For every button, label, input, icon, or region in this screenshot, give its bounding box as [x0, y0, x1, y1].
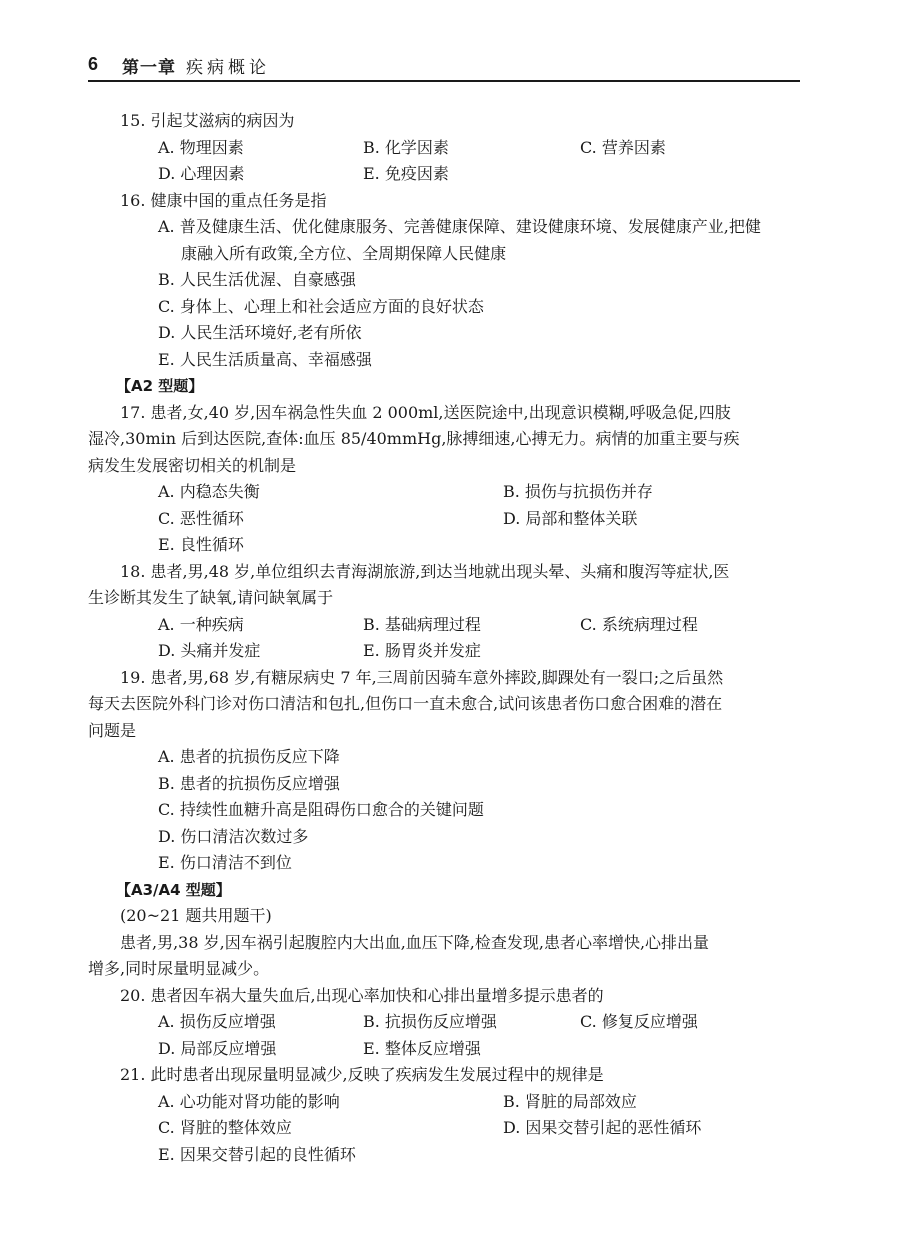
option-b: B. 患者的抗损伤反应增强	[158, 773, 340, 793]
option-c: C. 系统病理过程	[580, 614, 698, 634]
question-17-stem: 17. 患者,女,40 岁,因车祸急性失血 2 000ml,送医院途中,出现意识模糊,呼吸急促,四肢	[120, 402, 731, 422]
page-content	[88, 108, 800, 1168]
question-15-options-row2	[88, 161, 800, 188]
page-header	[88, 52, 800, 82]
question-18-stem-continued: 生诊断其发生了缺氧,请问缺氧属于	[88, 588, 334, 607]
option-b: B. 化学因素	[363, 137, 449, 157]
option-a: A. 物理因素	[158, 137, 244, 157]
option-a: A. 内稳态失衡	[158, 482, 260, 501]
question-18-options-row1	[88, 612, 800, 639]
option-e: E. 整体反应增强	[363, 1038, 481, 1058]
option-a: A. 心功能对肾功能的影响	[158, 1091, 340, 1111]
option-a: A. 一种疾病	[158, 614, 244, 634]
question-15-options-row1	[88, 135, 800, 162]
question-19-stem: 19. 患者,男,68 岁,有糖尿病史 7 年,三周前因骑车意外摔跤,脚踝处有一裂口;之后虽然	[120, 667, 724, 687]
option-b: B. 人民生活优渥、自豪感强	[158, 270, 356, 289]
option-a: A. 患者的抗损伤反应下降	[158, 747, 340, 766]
option-e: E. 肠胃炎并发症	[363, 641, 481, 660]
section-a2-heading: 【A2 型题】	[116, 377, 204, 395]
question-16-stem: 16. 健康中国的重点任务是指	[120, 190, 327, 210]
option-c: C. 营养因素	[580, 137, 666, 157]
question-19-stem-continued: 每天去医院外科门诊对伤口清洁和包扎,但伤口一直未愈合,试问该患者伤口愈合困难的潜在	[88, 694, 723, 713]
shared-stem-label: (20~21 题共用题干)	[120, 906, 272, 925]
option-e: E. 伤口清洁不到位	[158, 853, 292, 872]
option-a-continued: 康融入所有政策,全方位、全周期保障人民健康	[181, 243, 507, 263]
question-20-options-row2	[88, 1036, 800, 1063]
option-a: A. 普及健康生活、优化健康服务、完善健康保障、建设健康环境、发展健康产业,把健	[158, 217, 761, 236]
question-17-stem-continued: 湿冷,30min 后到达医院,查体:血压 85/40mmHg,脉搏细速,心搏无力。病情的加重主要与疾	[88, 429, 740, 448]
option-e: E. 免疫因素	[363, 164, 449, 183]
question-18-options-row2	[88, 638, 800, 665]
section-a3a4-heading: 【A3/A4 型题】	[116, 880, 231, 899]
option-c: C. 修复反应增强	[580, 1012, 698, 1031]
chapter-title	[122, 53, 270, 78]
option-d: D. 因果交替引起的恶性循环	[503, 1118, 702, 1137]
question-18-stem: 18. 患者,男,48 岁,单位组织去青海湖旅游,到达当地就出现头晕、头痛和腹泻等症状,医	[120, 561, 730, 581]
option-d: D. 局部反应增强	[158, 1038, 277, 1058]
option-e: E. 人民生活质量高、幸福感强	[158, 349, 372, 369]
question-21-options-row1	[88, 1089, 800, 1116]
option-b: B. 抗损伤反应增强	[363, 1012, 497, 1031]
option-a: A. 损伤反应增强	[158, 1012, 276, 1031]
shared-stem: 患者,男,38 岁,因车祸引起腹腔内大出血,血压下降,检查发现,患者心率增快,心排出量	[120, 932, 710, 952]
option-c: C. 持续性血糖升高是阻碍伤口愈合的关键问题	[158, 800, 484, 819]
page-number: 6	[88, 54, 99, 74]
option-b: B. 肾脏的局部效应	[503, 1091, 637, 1111]
question-20-options-row1	[88, 1009, 800, 1036]
question-20-stem: 20. 患者因车祸大量失血后,出现心率加快和心排出量增多提示患者的	[120, 985, 604, 1005]
question-17-options-row1	[88, 479, 800, 506]
option-e: E. 良性循环	[158, 535, 244, 554]
option-c: C. 身体上、心理上和社会适应方面的良好状态	[158, 296, 484, 316]
option-c: C. 恶性循环	[158, 508, 244, 528]
question-17-options-row2	[88, 506, 800, 533]
question-17-stem-continued: 病发生发展密切相关的机制是	[88, 455, 297, 475]
question-19-stem-continued: 问题是	[88, 720, 137, 740]
option-e: E. 因果交替引起的良性循环	[158, 1144, 356, 1164]
question-15-stem: 15. 引起艾滋病的病因为	[120, 111, 295, 130]
option-c: C. 肾脏的整体效应	[158, 1118, 292, 1137]
option-d: D. 心理因素	[158, 164, 245, 183]
option-d: D. 局部和整体关联	[503, 508, 638, 528]
shared-stem-continued: 增多,同时尿量明显减少。	[88, 959, 270, 978]
option-b: B. 损伤与抗损伤并存	[503, 482, 653, 501]
option-d: D. 伤口清洁次数过多	[158, 826, 309, 846]
option-d: D. 人民生活环境好,老有所依	[158, 323, 362, 342]
option-d: D. 头痛并发症	[158, 641, 261, 660]
chapter-name: 疾病概论	[186, 58, 270, 78]
option-b: B. 基础病理过程	[363, 614, 481, 634]
question-21-stem: 21. 此时患者出现尿量明显减少,反映了疾病发生发展过程中的规律是	[120, 1065, 604, 1084]
question-21-options-row2	[88, 1115, 800, 1142]
chapter-number: 第一章	[122, 58, 176, 78]
